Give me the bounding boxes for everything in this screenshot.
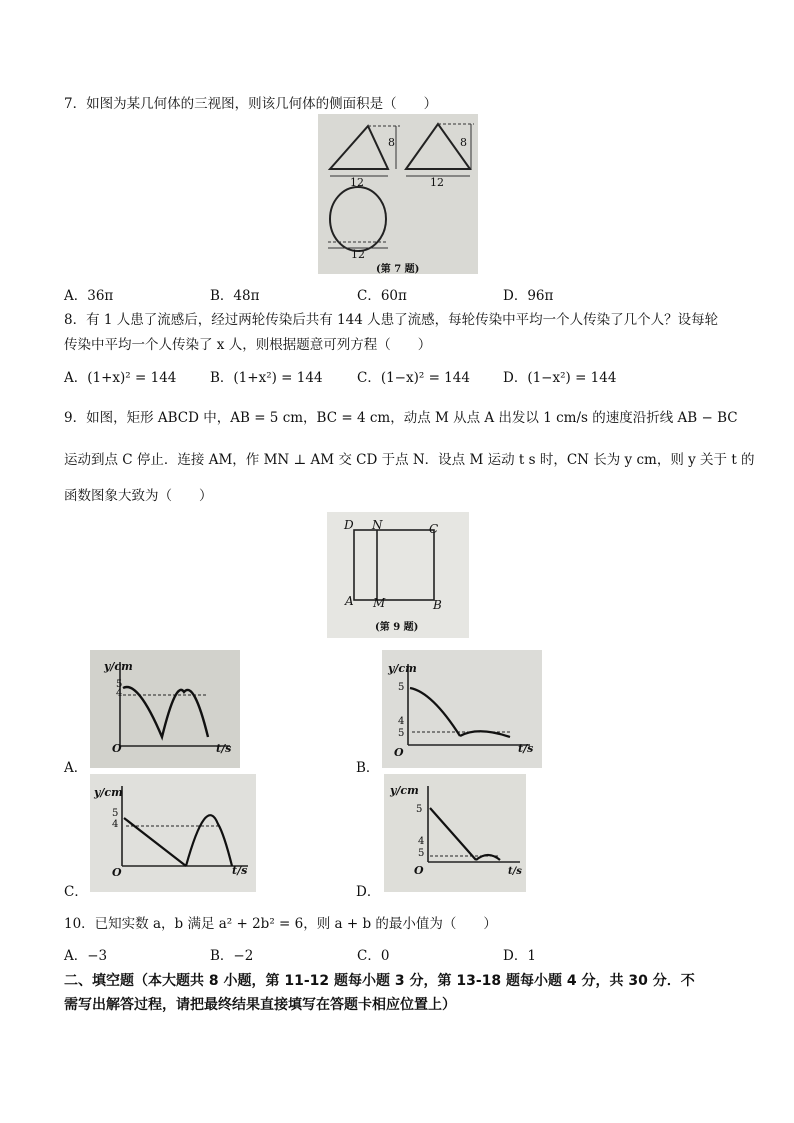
q9-label-d: D xyxy=(344,518,354,532)
q9-option-c-label: C． xyxy=(64,884,88,900)
q7-dim-8-side: 8 xyxy=(460,136,467,149)
q7-caption: (第 7 题) xyxy=(376,264,420,275)
q7-option-a: A．36π xyxy=(64,288,114,304)
q10-stem: 10．已知实数 a，b 满足 a² + 2b² = 6，则 a + b 的最小值为（ ） xyxy=(64,916,497,932)
graph-c-5: 5 xyxy=(112,808,119,819)
graph-a-5: 5 xyxy=(116,679,123,690)
q10-option-b: B．−2 xyxy=(210,948,254,964)
q9-graph-c xyxy=(90,774,256,892)
graph-d-4: 4 xyxy=(418,836,425,847)
graph-b-ylabel: y/cm xyxy=(388,662,417,675)
q8-line1: 8．有 1 人患了流感后，经过两轮传染后共有 144 人患了流感，每轮传染中平均一个人传染了几个人？设每轮 xyxy=(64,312,719,328)
q7-figure xyxy=(318,114,478,274)
q9-graph-b xyxy=(382,650,542,768)
q10-option-c: C．0 xyxy=(357,948,390,964)
q8-option-b: B．(1+x²) = 144 xyxy=(210,370,323,386)
graph-a-ylabel: y/cm xyxy=(104,660,133,673)
graph-d-origin: O xyxy=(414,864,424,877)
q9-graph-d xyxy=(384,774,526,892)
graph-d-xlabel: t/s xyxy=(508,866,522,877)
q9-label-c: C xyxy=(429,522,439,536)
q10-option-a: A．−3 xyxy=(64,948,108,964)
graph-c-4: 4 xyxy=(112,819,119,830)
q9-line3: 函数图象大致为（ ） xyxy=(64,488,213,504)
q7-option-c: C．60π xyxy=(357,288,407,304)
q9-option-a-label: A． xyxy=(64,760,88,776)
q9-label-b: B xyxy=(433,598,442,612)
q9-label-a: A xyxy=(345,594,354,608)
section2-heading-line1: 二、填空题（本大题共 8 小题，第 11-12 题每小题 3 分，第 13-18 题每小题 4 分，共 30 分．不 xyxy=(64,973,695,989)
q8-option-c: C．(1−x)² = 144 xyxy=(357,370,470,386)
graph-a-origin: O xyxy=(112,742,122,755)
graph-b-5: 5 xyxy=(398,682,405,693)
graph-b-4: 4 xyxy=(398,716,405,727)
q9-caption: (第 9 题) xyxy=(375,622,419,633)
q7-option-b: B．48π xyxy=(210,288,260,304)
graph-a-4: 4 xyxy=(116,688,123,699)
q8-option-a: A．(1+x)² = 144 xyxy=(64,370,177,386)
q9-option-d-label: D． xyxy=(356,884,381,900)
q9-label-n: N xyxy=(372,518,383,532)
graph-c-ylabel: y/cm xyxy=(94,786,123,799)
graph-b-5-low: 5 xyxy=(398,728,405,739)
graph-d-5: 5 xyxy=(416,804,423,815)
graph-a-xlabel: t/s xyxy=(216,742,232,755)
q9-figure xyxy=(327,512,469,638)
q7-dim-12-front: 12 xyxy=(350,176,364,189)
q9-option-b-label: B． xyxy=(356,760,380,776)
q7-dim-8-front: 8 xyxy=(388,136,395,149)
q7-option-d: D．96π xyxy=(503,288,554,304)
q9-line1: 9．如图，矩形 ABCD 中，AB = 5 cm，BC = 4 cm，动点 M 从点 A 出发以 1 cm/s 的速度沿折线 AB − BC xyxy=(64,410,738,426)
q7-dim-12-side: 12 xyxy=(430,176,444,189)
q9-line2: 运动到点 C 停止．连接 AM，作 MN ⊥ AM 交 CD 于点 N．设点 M 运动 t s 时，CN 长为 y cm，则 y 关于 t 的 xyxy=(64,452,755,468)
graph-c-origin: O xyxy=(112,866,122,879)
q9-label-m: M xyxy=(373,596,386,610)
graph-b-origin: O xyxy=(394,746,404,759)
q9-graph-a xyxy=(90,650,240,768)
q7-stem: 7．如图为某几何体的三视图，则该几何体的侧面积是（ ） xyxy=(64,96,438,112)
graph-d-5-low: 5 xyxy=(418,848,425,859)
graph-d-ylabel: y/cm xyxy=(390,784,419,797)
q10-option-d: D．1 xyxy=(503,948,536,964)
q8-line2: 传染中平均一个人传染了 x 人，则根据题意可列方程（ ） xyxy=(64,337,432,353)
graph-c-xlabel: t/s xyxy=(232,864,248,877)
section2-heading-line2: 需写出解答过程，请把最终结果直接填写在答题卡相应位置上） xyxy=(64,997,456,1013)
graph-b-xlabel: t/s xyxy=(518,742,534,755)
q8-option-d: D．(1−x²) = 144 xyxy=(503,370,617,386)
q7-dim-12-top: 12 xyxy=(351,248,365,261)
